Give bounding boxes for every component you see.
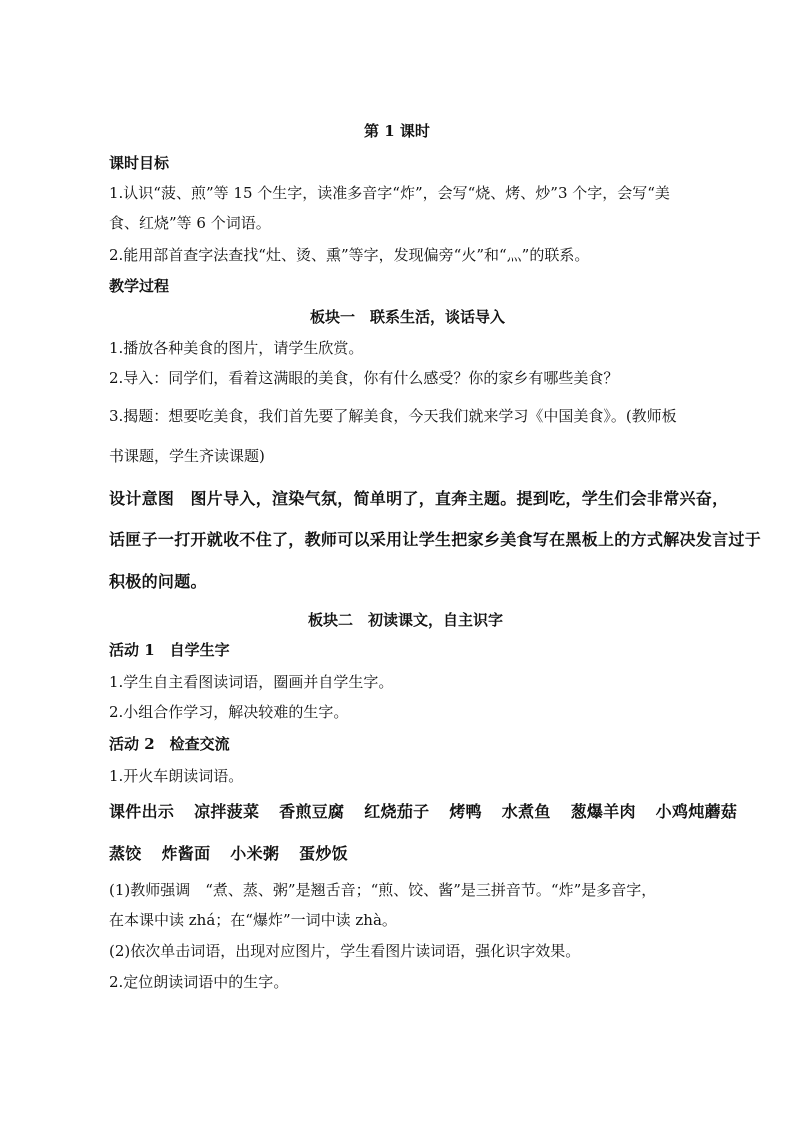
note-1-line2: 在本课中读 zhá；在“爆炸”一词中读 zhà。 <box>109 911 397 929</box>
a2-step-1: 1.开火车朗读词语。 <box>109 767 244 785</box>
word-item: 葱爆羊肉 <box>570 802 636 821</box>
lesson-title: 第 1 课时 <box>364 122 430 140</box>
block-1-title: 板块一 联系生活，谈话导入 <box>310 308 506 326</box>
word-item: 蛋炒饭 <box>299 844 348 863</box>
design-intent-line2: 话匣子一打开就收不住了，教师可以采用让学生把家乡美食写在黑板上的方式解决发言过于 <box>109 530 762 549</box>
word-item: 烤鸭 <box>449 802 482 821</box>
b1-step-3-line2: 书课题，学生齐读课题) <box>109 447 265 465</box>
courseware-words-row-2 <box>109 844 714 864</box>
design-intent-line3: 积极的问题。 <box>109 572 207 591</box>
note-1-line1: (1)教师强调 “煮、蒸、粥”是翘舌音；“煎、饺、酱”是三拼音节。“炸”是多音字， <box>109 881 657 899</box>
a1-step-1: 1.学生自主看图读词语，圈画并自学生字。 <box>109 673 394 691</box>
word-item: 小鸡炖蘑菇 <box>655 802 738 821</box>
design-intent-line1: 设计意图 图片导入，渲染气氛，简单明了，直奔主题。提到吃，学生们会非常兴奋， <box>109 489 729 508</box>
a2-step-2: 2.定位朗读词语中的生字。 <box>109 973 289 991</box>
courseware-label: 课件出示 <box>109 802 175 821</box>
a1-step-2: 2.小组合作学习，解决较难的生字。 <box>109 703 349 721</box>
courseware-words-row-1 <box>109 802 738 822</box>
word-item: 香煎豆腐 <box>279 802 345 821</box>
objective-1-line1: 1.认识“菠、煎”等 15 个生字，读准多音字“炸”，会写“烧、烤、炒”3 个字，会写“美 <box>109 184 670 202</box>
word-item: 蒸饺 <box>109 844 142 863</box>
word-item: 炸酱面 <box>161 844 211 863</box>
b1-step-1: 1.播放各种美食的图片，请学生欣赏。 <box>109 339 364 357</box>
objectives-heading: 课时目标 <box>109 154 170 172</box>
note-2: (2)依次单击词语，出现对应图片，学生看图片读词语，强化识字效果。 <box>109 942 581 960</box>
word-item: 红烧茄子 <box>364 802 430 821</box>
process-heading: 教学过程 <box>109 277 170 295</box>
block-2-title: 板块二 初读课文，自主识字 <box>308 611 504 629</box>
word-item: 水煮鱼 <box>501 802 551 821</box>
activity-1-heading: 活动 1 自学生字 <box>109 641 230 659</box>
word-item: 小米粥 <box>230 844 280 863</box>
word-item: 凉拌菠菜 <box>194 802 260 821</box>
activity-2-heading: 活动 2 检查交流 <box>109 735 230 753</box>
b1-step-3-line1: 3.揭题：想要吃美食，我们首先要了解美食，今天我们就来学习《中国美食》。(教师板 <box>109 407 677 425</box>
b1-step-2: 2.导入：同学们，看着这满眼的美食，你有什么感受？你的家乡有哪些美食？ <box>109 369 619 387</box>
objective-2: 2.能用部首查字法查找“灶、烫、熏”等字，发现偏旁“火”和“灬”的联系。 <box>109 246 590 264</box>
objective-1-line2: 食、红烧”等 6 个词语。 <box>109 214 271 232</box>
